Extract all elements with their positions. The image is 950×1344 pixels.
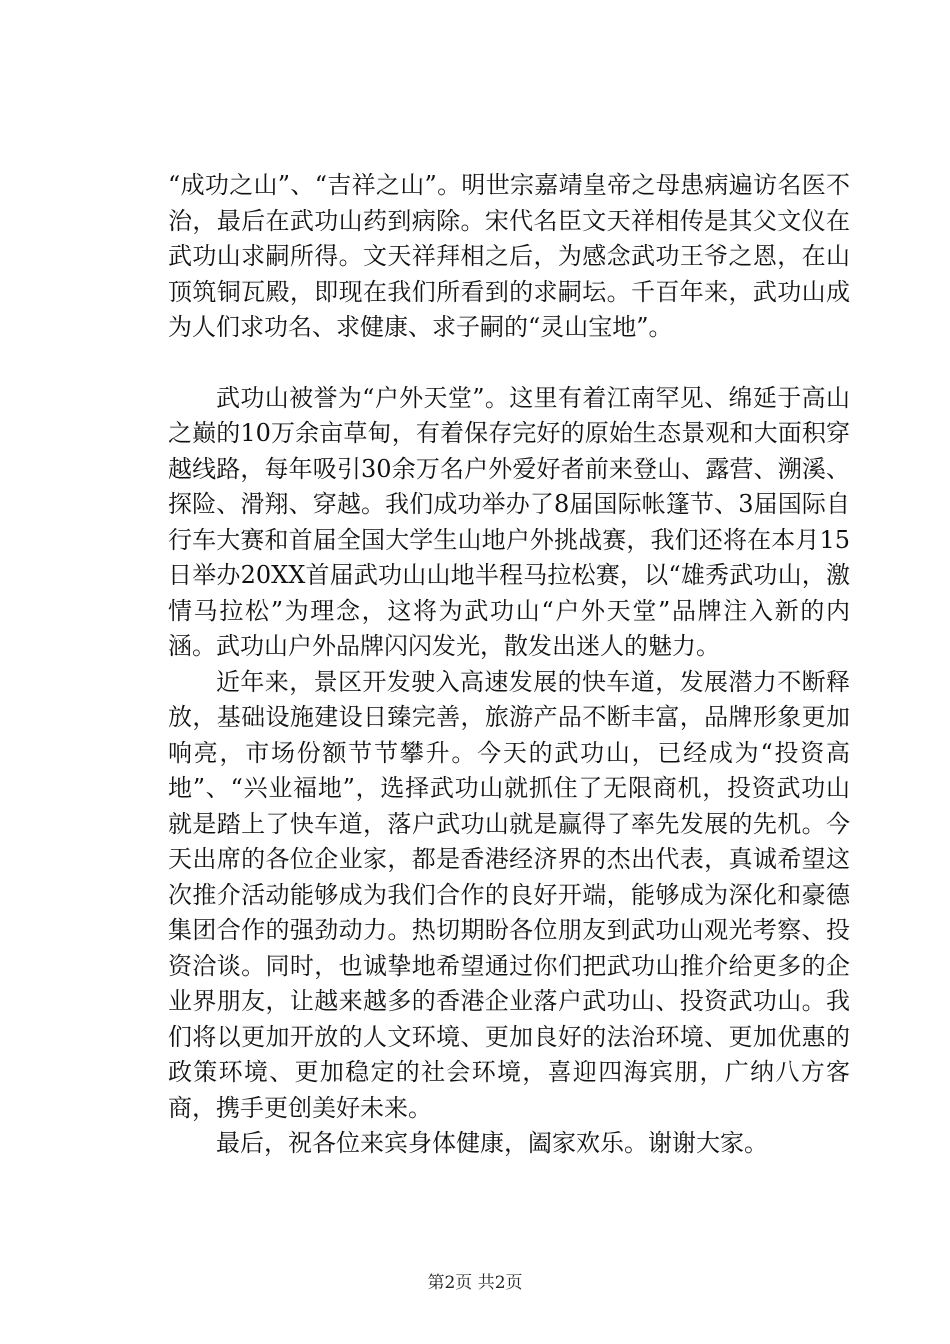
- paragraph-outdoor-paradise: 武功山被誉为“户外天堂”。这里有着江南罕见、绵延于高山之巅的10万余亩草甸，有着保存完好的原始生态景观和大面积穿越线路，每年吸引30余万名户外爱好者前来登山、露营、溯溪、探险、滑翔、穿越。我们成功举办了8届国际帐篷节、3届国际自行车大赛和首届全国大学生山地户外挑战赛，我们还将在本月15日举办20XX首届武功山山地半程马拉松赛，以“雄秀武功山，激情马拉松”为理念，这将为武功山“户外天堂”品牌注入新的内涵。武功山户外品牌闪闪发光，散发出迷人的魅力。: [168, 383, 850, 660]
- paragraph-development: 近年来，景区开发驶入高速发展的快车道，发展潜力不断释放，基础设施建设日臻完善，旅游产品不断丰富，品牌形象更加响亮，市场份额节节攀升。今天的武功山，已经成为“投资高地”、“兴业福地”，选择武功山就抓住了无限商机，投资武功山就是踏上了快车道，落户武功山就是赢得了率先发展的先机。今天出席的各位企业家，都是香港经济界的杰出代表，真诚希望这次推介活动能够成为我们合作的良好开端，能够成为深化和豪德集团合作的强劲动力。热切期盼各位朋友到武功山观光考察、投资洽谈。同时，也诚挚地希望通过你们把武功山推介给更多的企业界朋友，让越来越多的香港企业落户武功山、投资武功山。我们将以更加开放的人文环境、更加良好的法治环境、更加优惠的政策环境、更加稳定的社会环境，喜迎四海宾朋，广纳八方客商，携手更创美好未来。: [168, 667, 850, 1122]
- paragraph-continuation: “成功之山”、“吉祥之山”。明世宗嘉靖皇帝之母患病遍访名医不治，最后在武功山药到病除。宋代名臣文天祥相传是其父文仪在武功山求嗣所得。文天祥拜相之后，为感念武功王爷之恩，在山顶筑铜瓦殿，即现在我们所看到的求嗣坛。千百年来，武功山成为人们求功名、求健康、求子嗣的“灵山宝地”。: [168, 171, 850, 341]
- document-body: [168, 168, 850, 1162]
- page-number-footer: 第2页 共2页: [427, 1273, 523, 1293]
- paragraph-closing: 最后，祝各位来宾身体健康，阖家欢乐。谢谢大家。: [216, 1129, 768, 1157]
